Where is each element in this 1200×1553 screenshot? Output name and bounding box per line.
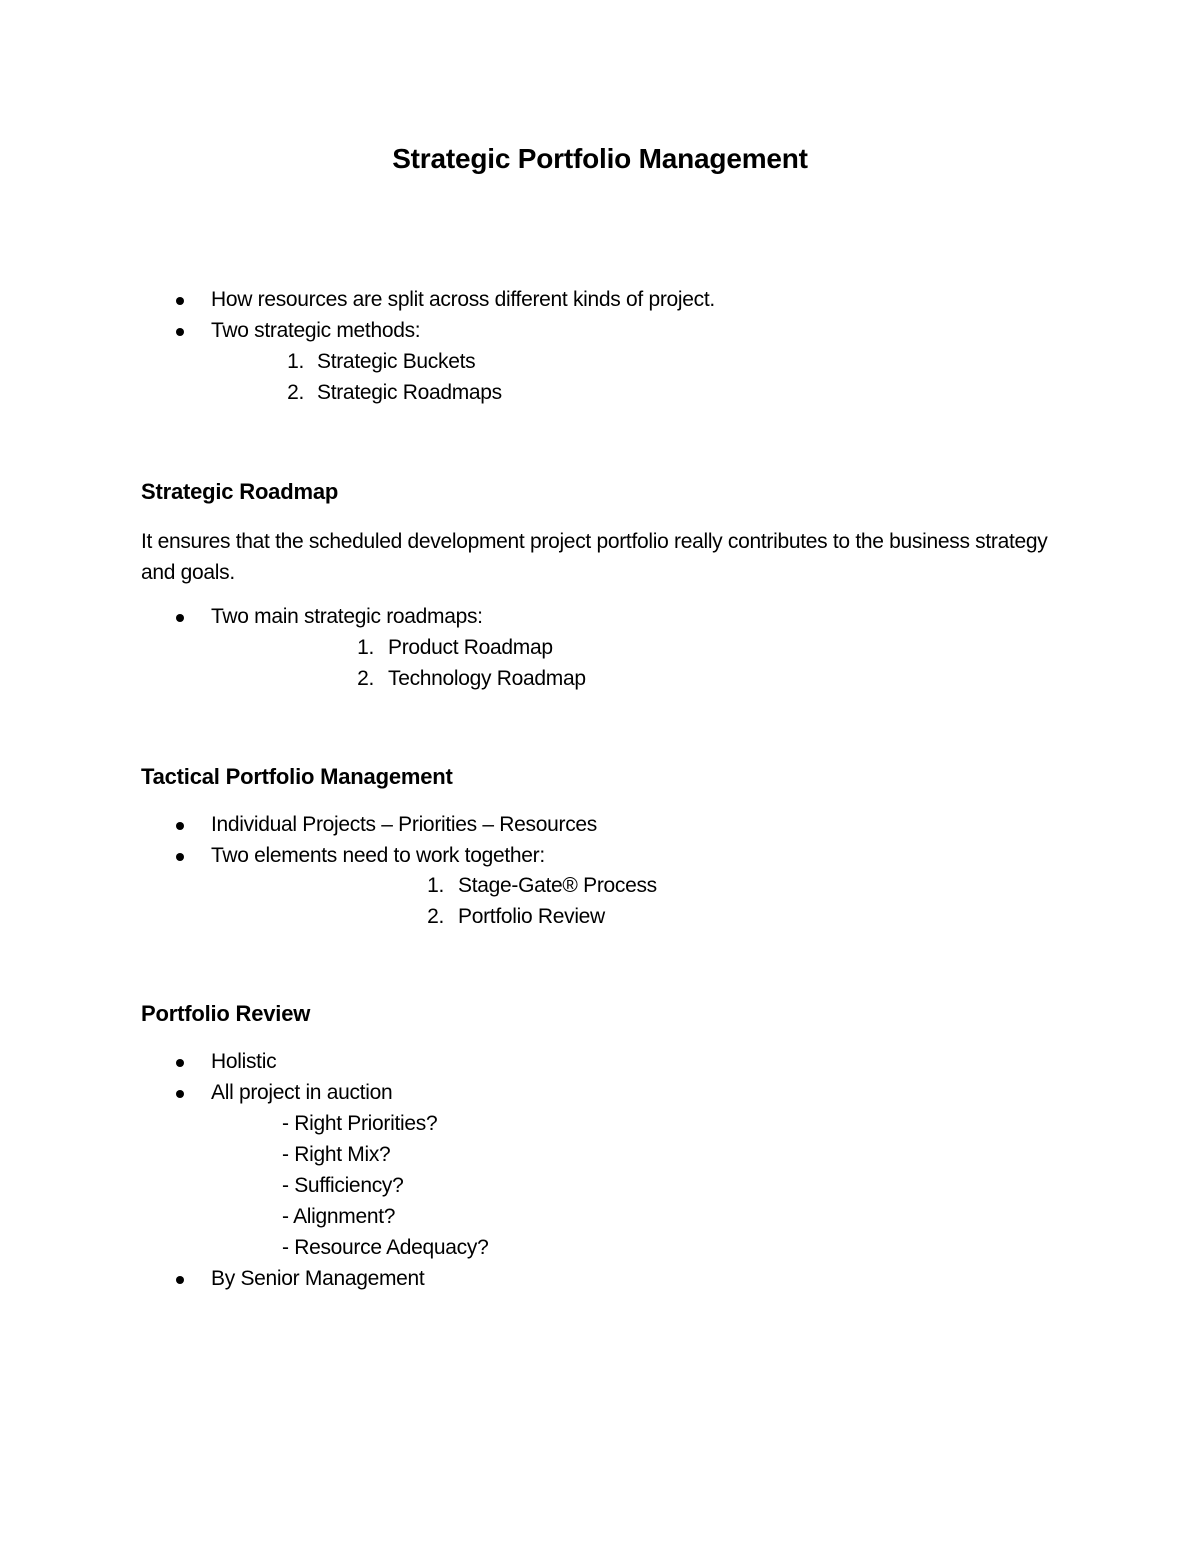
- bullet-icon: [176, 1090, 184, 1098]
- numbered-item: Strategic Buckets: [317, 350, 476, 373]
- sub-item: - Alignment?: [282, 1205, 396, 1228]
- list-number: 2.: [427, 905, 444, 928]
- numbered-item: Portfolio Review: [458, 905, 605, 928]
- sub-item: - Right Mix?: [282, 1143, 391, 1166]
- numbered-item: Stage-Gate® Process: [458, 874, 657, 897]
- list-item: How resources are split across different kinds of project.: [211, 288, 715, 311]
- numbered-item: Strategic Roadmaps: [317, 381, 502, 404]
- list-item: Two elements need to work together:: [211, 844, 545, 867]
- numbered-item: Product Roadmap: [388, 636, 553, 659]
- section-heading: Portfolio Review: [141, 1001, 311, 1026]
- list-item: Holistic: [211, 1050, 277, 1073]
- section-heading: Strategic Roadmap: [141, 479, 339, 504]
- list-number: 1.: [287, 350, 304, 373]
- paragraph: It ensures that the scheduled development project portfolio really contributes to the business strategy and goals.: [141, 530, 1048, 584]
- list-number: 1.: [357, 636, 374, 659]
- list-number: 1.: [427, 874, 444, 897]
- numbered-item: Technology Roadmap: [388, 667, 586, 690]
- bullet-icon: [176, 1276, 184, 1284]
- bullet-icon: [176, 853, 184, 861]
- list-number: 2.: [357, 667, 374, 690]
- sub-item: - Resource Adequacy?: [282, 1236, 489, 1259]
- sub-item: - Sufficiency?: [282, 1174, 404, 1197]
- bullet-icon: [176, 822, 184, 830]
- bullet-icon: [176, 1059, 184, 1067]
- document-title: Strategic Portfolio Management: [392, 143, 808, 174]
- sub-item: - Right Priorities?: [282, 1112, 438, 1135]
- list-item: Two strategic methods:: [211, 319, 421, 342]
- bullet-icon: [176, 614, 184, 622]
- bullet-icon: [176, 328, 184, 336]
- section-heading: Tactical Portfolio Management: [141, 764, 453, 789]
- bullet-icon: [176, 297, 184, 305]
- list-item: Individual Projects – Priorities – Resources: [211, 813, 597, 836]
- list-item: Two main strategic roadmaps:: [211, 605, 483, 628]
- list-number: 2.: [287, 381, 304, 404]
- list-item: All project in auction: [211, 1081, 393, 1104]
- list-item: By Senior Management: [211, 1267, 425, 1290]
